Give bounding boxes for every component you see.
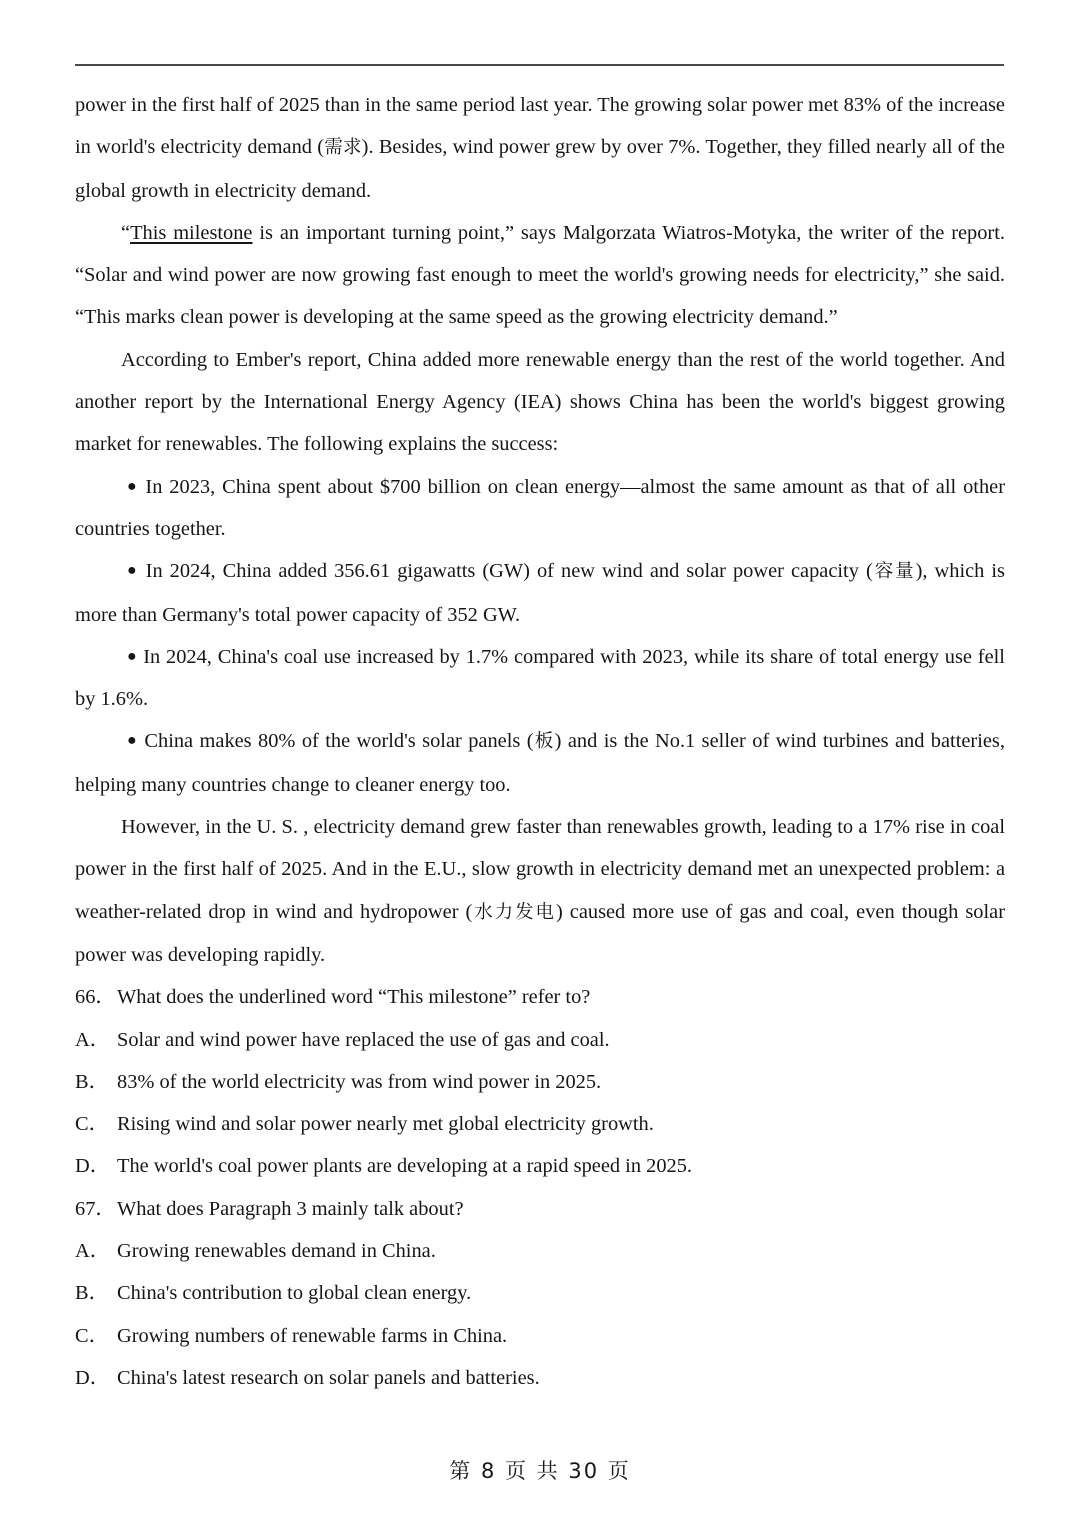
option-text: Rising wind and solar power nearly met global electricity growth.: [117, 1113, 654, 1136]
bullet-2-post: ), which is more than Germany's total power capacity of 352 GW.: [75, 560, 1005, 626]
option-text: China's contribution to global clean energy.: [117, 1282, 472, 1305]
gloss-capacity-cjk: 容量: [872, 561, 916, 583]
option-label: C．: [75, 1113, 109, 1136]
option-c[interactable]: [75, 1103, 1005, 1145]
bullet-item: [75, 466, 1005, 551]
page-content: [75, 84, 1005, 1399]
gloss-panel-cjk: 板: [533, 731, 555, 753]
bullet-3-text: In 2024, China's coal use increased by 1.7% compared with 2023, while its share of total energy use fell by 1.6%.: [75, 645, 1005, 711]
bullet-2-pre: In 2024, China added 356.61 gigawatts (GW) of new wind and solar power capacity (: [145, 560, 873, 583]
bullet-dot-icon: ●: [127, 562, 139, 580]
option-text: Growing numbers of renewable farms in China.: [117, 1324, 508, 1347]
option-text: Solar and wind power have replaced the use of gas and coal.: [117, 1028, 610, 1051]
bullet-dot-icon: ●: [127, 647, 138, 665]
underlined-phrase: This milestone: [130, 221, 253, 244]
page-footer: 第 8 页 共 30 页: [449, 1459, 631, 1483]
option-text: 83% of the world electricity was from wind power in 2025.: [117, 1070, 602, 1093]
paragraph-continuation: [75, 84, 1005, 212]
paragraph-1-run-3: ). Besides, wind power grew by over 7%. Together, they filled nearly all of the global growth in electricity demand.: [75, 136, 1005, 202]
option-label: B．: [75, 1070, 109, 1093]
paragraph-quote: [75, 212, 1005, 339]
bullet-4-pre: China makes 80% of the world's solar panels (: [144, 730, 534, 753]
option-label: A．: [75, 1028, 111, 1051]
bullet-item: [75, 636, 1005, 721]
question-text: What does the underlined word “This milestone” refer to?: [117, 986, 591, 1009]
bullet-1-text: In 2023, China spent about $700 billion on clean energy—almost the same amount as that of all other countries together.: [75, 475, 1005, 540]
question-text: What does Paragraph 3 mainly talk about?: [117, 1197, 464, 1220]
option-label: D．: [75, 1366, 111, 1389]
header-divider: [75, 64, 1004, 66]
bullet-4-post: ) and is the No.1 seller of wind turbines and batteries, helping many countries change to cleaner energy too.: [75, 730, 1005, 796]
option-label: B．: [75, 1282, 109, 1305]
question-number: 67．: [75, 1197, 116, 1220]
gloss-hydropower-cjk: 水力发电: [472, 901, 556, 923]
option-text: The world's coal power plants are developing at a rapid speed in 2025.: [117, 1155, 692, 1178]
paragraph-1-run-1: power in the first half of 2025 than in the same period last year. The growing solar power met 83% of the increase in world's electricity demand (: [75, 94, 1005, 159]
option-d[interactable]: [75, 1357, 1005, 1399]
option-label: C．: [75, 1324, 109, 1347]
bullet-item: [75, 720, 1005, 806]
option-text: Growing renewables demand in China.: [117, 1240, 436, 1263]
question-block: [75, 1188, 1005, 1399]
paragraph-4-pre: However, in the U. S. , electricity demand grew faster than renewables growth, leading to a 17% rise in coal power in the first half of 2025. And in the E.U., slow growth in electricity demand met an unexpected problem: a weather-related drop in wind and hydropower (: [75, 816, 1005, 923]
bullet-item: [75, 550, 1005, 636]
open-quote: “: [121, 221, 131, 244]
option-d[interactable]: [75, 1145, 1005, 1187]
gloss-demand-cjk: 需求: [324, 137, 362, 159]
bullet-dot-icon: ●: [127, 732, 138, 750]
option-text: China's latest research on solar panels and batteries.: [117, 1366, 540, 1389]
question-stem: [75, 976, 1005, 1018]
option-label: D．: [75, 1155, 111, 1178]
paragraph-ember-report: According to Ember's report, China added more renewable energy than the rest of the world together. And another report by the International Energy Agency (IEA) shows China has been the world's biggest growing market for renewables. The following explains the success:: [75, 348, 1005, 456]
bullet-dot-icon: ●: [127, 477, 139, 495]
option-b[interactable]: [75, 1272, 1005, 1314]
option-a[interactable]: [75, 1019, 1005, 1061]
question-block: [75, 976, 1005, 1187]
paragraph-however: [75, 806, 1005, 976]
paragraph-4-post: ) caused more use of gas and coal, even though solar power was developing rapidly.: [75, 900, 1005, 966]
option-label: A．: [75, 1240, 111, 1263]
option-a[interactable]: [75, 1230, 1005, 1272]
option-c[interactable]: [75, 1315, 1005, 1357]
paragraph-2-rest: is an important turning point,” says Malgorzata Wiatros-Motyka, the writer of the report. “Solar and wind power are now growing fast enough to meet the world's growing needs for electricity,” she said. “This marks clean power is developing at the same speed as the growing electricity demand.”: [75, 221, 1005, 329]
question-number: 66．: [75, 986, 116, 1009]
option-b[interactable]: [75, 1061, 1005, 1103]
question-stem: [75, 1188, 1005, 1230]
